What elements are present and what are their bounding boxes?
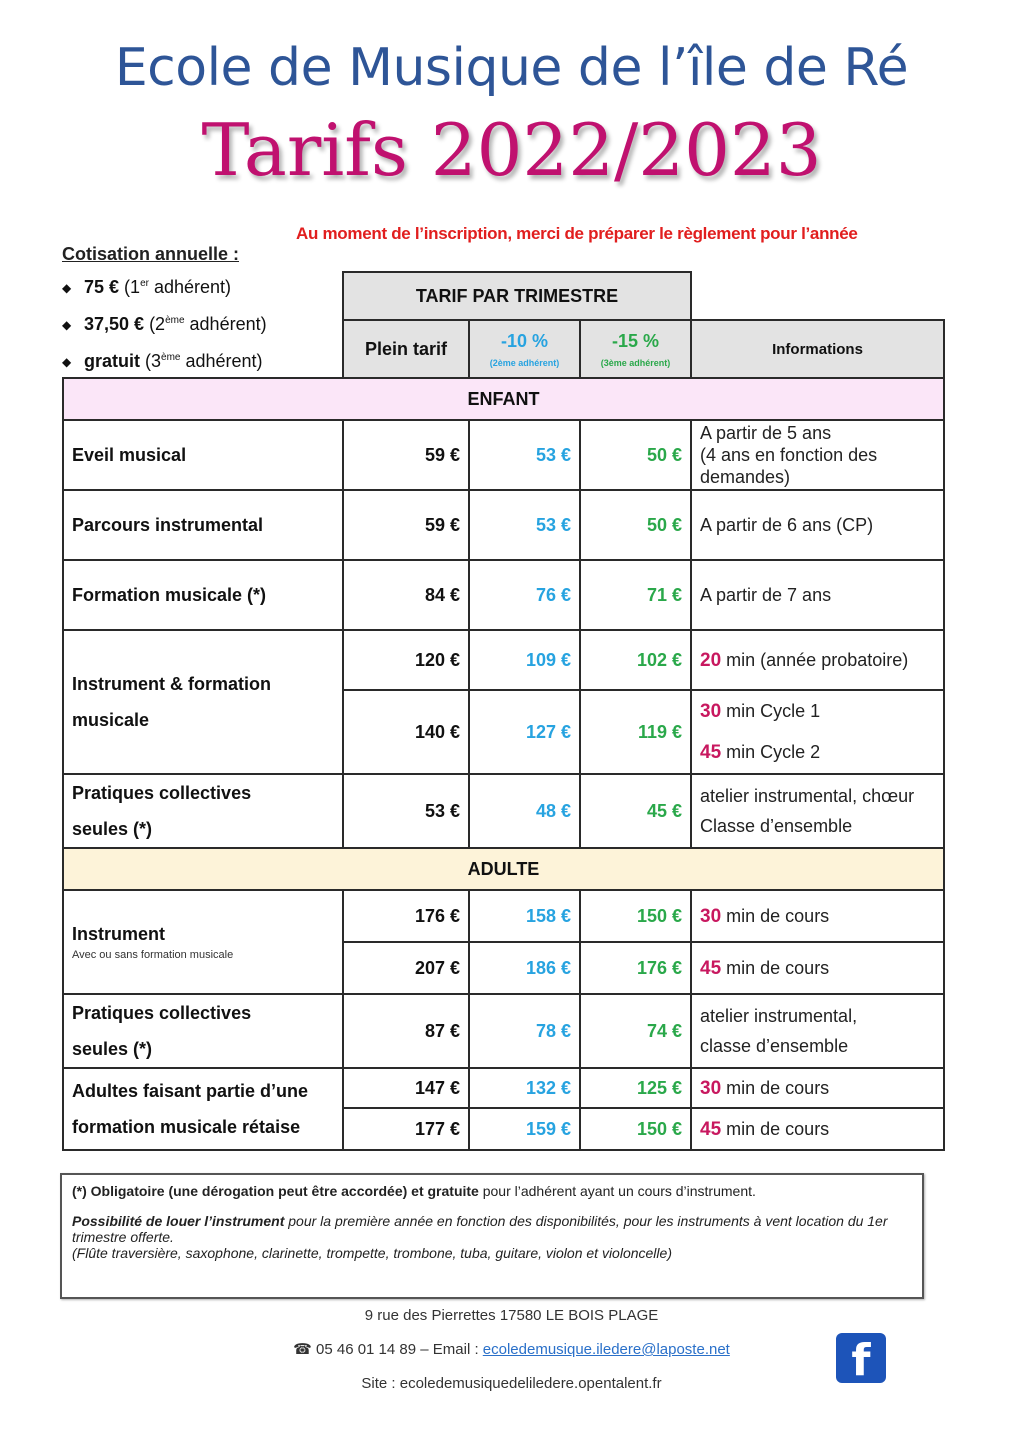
note-instruments: (Flûte traversière, saxophone, clarinette, trompette, trombone, tuba, guitare, violon et violoncelle) xyxy=(72,1245,672,1261)
school-name: Ecole de Musique de l’île de Ré xyxy=(114,38,909,98)
tarif-group-header: TARIF PAR TRIMESTRE xyxy=(343,272,691,320)
cotisation-item: ◆ 75 € (1er adhérent) xyxy=(62,269,267,306)
footer-site: Site : ecoledemusiquedeliledere.opentalent.fr xyxy=(361,1375,662,1392)
facebook-icon[interactable]: f xyxy=(836,1333,886,1383)
email-link[interactable]: ecoledemusique.iledere@laposte.net xyxy=(482,1341,730,1358)
table-row: 177 € 159 € 150 € 45 min de cours xyxy=(63,1108,944,1150)
diamond-bullet-icon: ◆ xyxy=(62,281,72,296)
footer-address: 9 rue des Pierrettes 17580 LE BOIS PLAGE xyxy=(364,1307,659,1324)
diamond-bullet-icon: ◆ xyxy=(62,318,72,333)
table-row: Pratiques collectives seules (*) 87 € 78 € 74 € atelier instrumental, classe d’ensemble xyxy=(63,994,944,1068)
notes-box xyxy=(60,1173,924,1299)
phone-icon: ☎ xyxy=(293,1341,312,1358)
note-location: Possibilité de louer l’instrument pour la première année en fonction des disponibilités, pour les instruments à vent location du 1er trimestre offerte. xyxy=(72,1213,888,1245)
payment-notice: Au moment de l’inscription, merci de préparer le règlement pour l’année xyxy=(296,224,858,243)
cotisation-item: ◆ 37,50 € (2ème adhérent) xyxy=(62,306,267,343)
diamond-bullet-icon: ◆ xyxy=(62,355,72,370)
note-obligatoire: (*) Obligatoire (une dérogation peut être accordée) et gratuite pour l’adhérent ayant un cours d’instrument. xyxy=(72,1183,756,1199)
page-title: Tarifs 2022/2023 xyxy=(201,108,822,192)
table-row: Instrument Avec ou sans formation musicale 176 € 158 € 150 € 30 min de cours xyxy=(63,890,944,942)
tarif-table xyxy=(62,271,945,1151)
table-row: Formation musicale (*) 84 € 76 € 71 € A partir de 7 ans xyxy=(63,560,944,630)
col-informations: Informations xyxy=(691,320,944,378)
col-plein-tarif: Plein tarif xyxy=(343,320,469,378)
section-enfant: ENFANT xyxy=(63,378,944,420)
table-row: Adultes faisant partie d’une formation musicale rétaise 147 € 132 € 125 € 30 min de cours xyxy=(63,1068,944,1108)
footer-contact: ☎ 05 46 01 14 89 – Email : ecoledemusique.iledere@laposte.net xyxy=(293,1341,730,1358)
section-adulte: ADULTE xyxy=(63,848,944,890)
cotisation-heading: Cotisation annuelle : xyxy=(62,244,240,264)
table-row: Parcours instrumental 59 € 53 € 50 € A partir de 6 ans (CP) xyxy=(63,490,944,560)
cotisation-item: ◆ gratuit (3ème adhérent) xyxy=(62,343,267,380)
table-row: Eveil musical 59 € 53 € 50 € A partir de 5 ans (4 ans en fonction des demandes) xyxy=(63,420,944,490)
table-row: 207 € 186 € 176 € 45 min de cours xyxy=(63,942,944,994)
col-15-percent: -15 % (3ème adhérent) xyxy=(580,320,691,378)
table-row: 140 € 127 € 119 € 30 min Cycle 1 45 min Cycle 2 xyxy=(63,690,944,774)
table-row: Pratiques collectives seules (*) 53 € 48 € 45 € atelier instrumental, chœur Classe d’ensemble xyxy=(63,774,944,848)
table-row: Instrument & formation musicale 120 € 109 € 102 € 20 min (année probatoire) xyxy=(63,630,944,690)
col-10-percent: -10 % (2ème adhérent) xyxy=(469,320,580,378)
